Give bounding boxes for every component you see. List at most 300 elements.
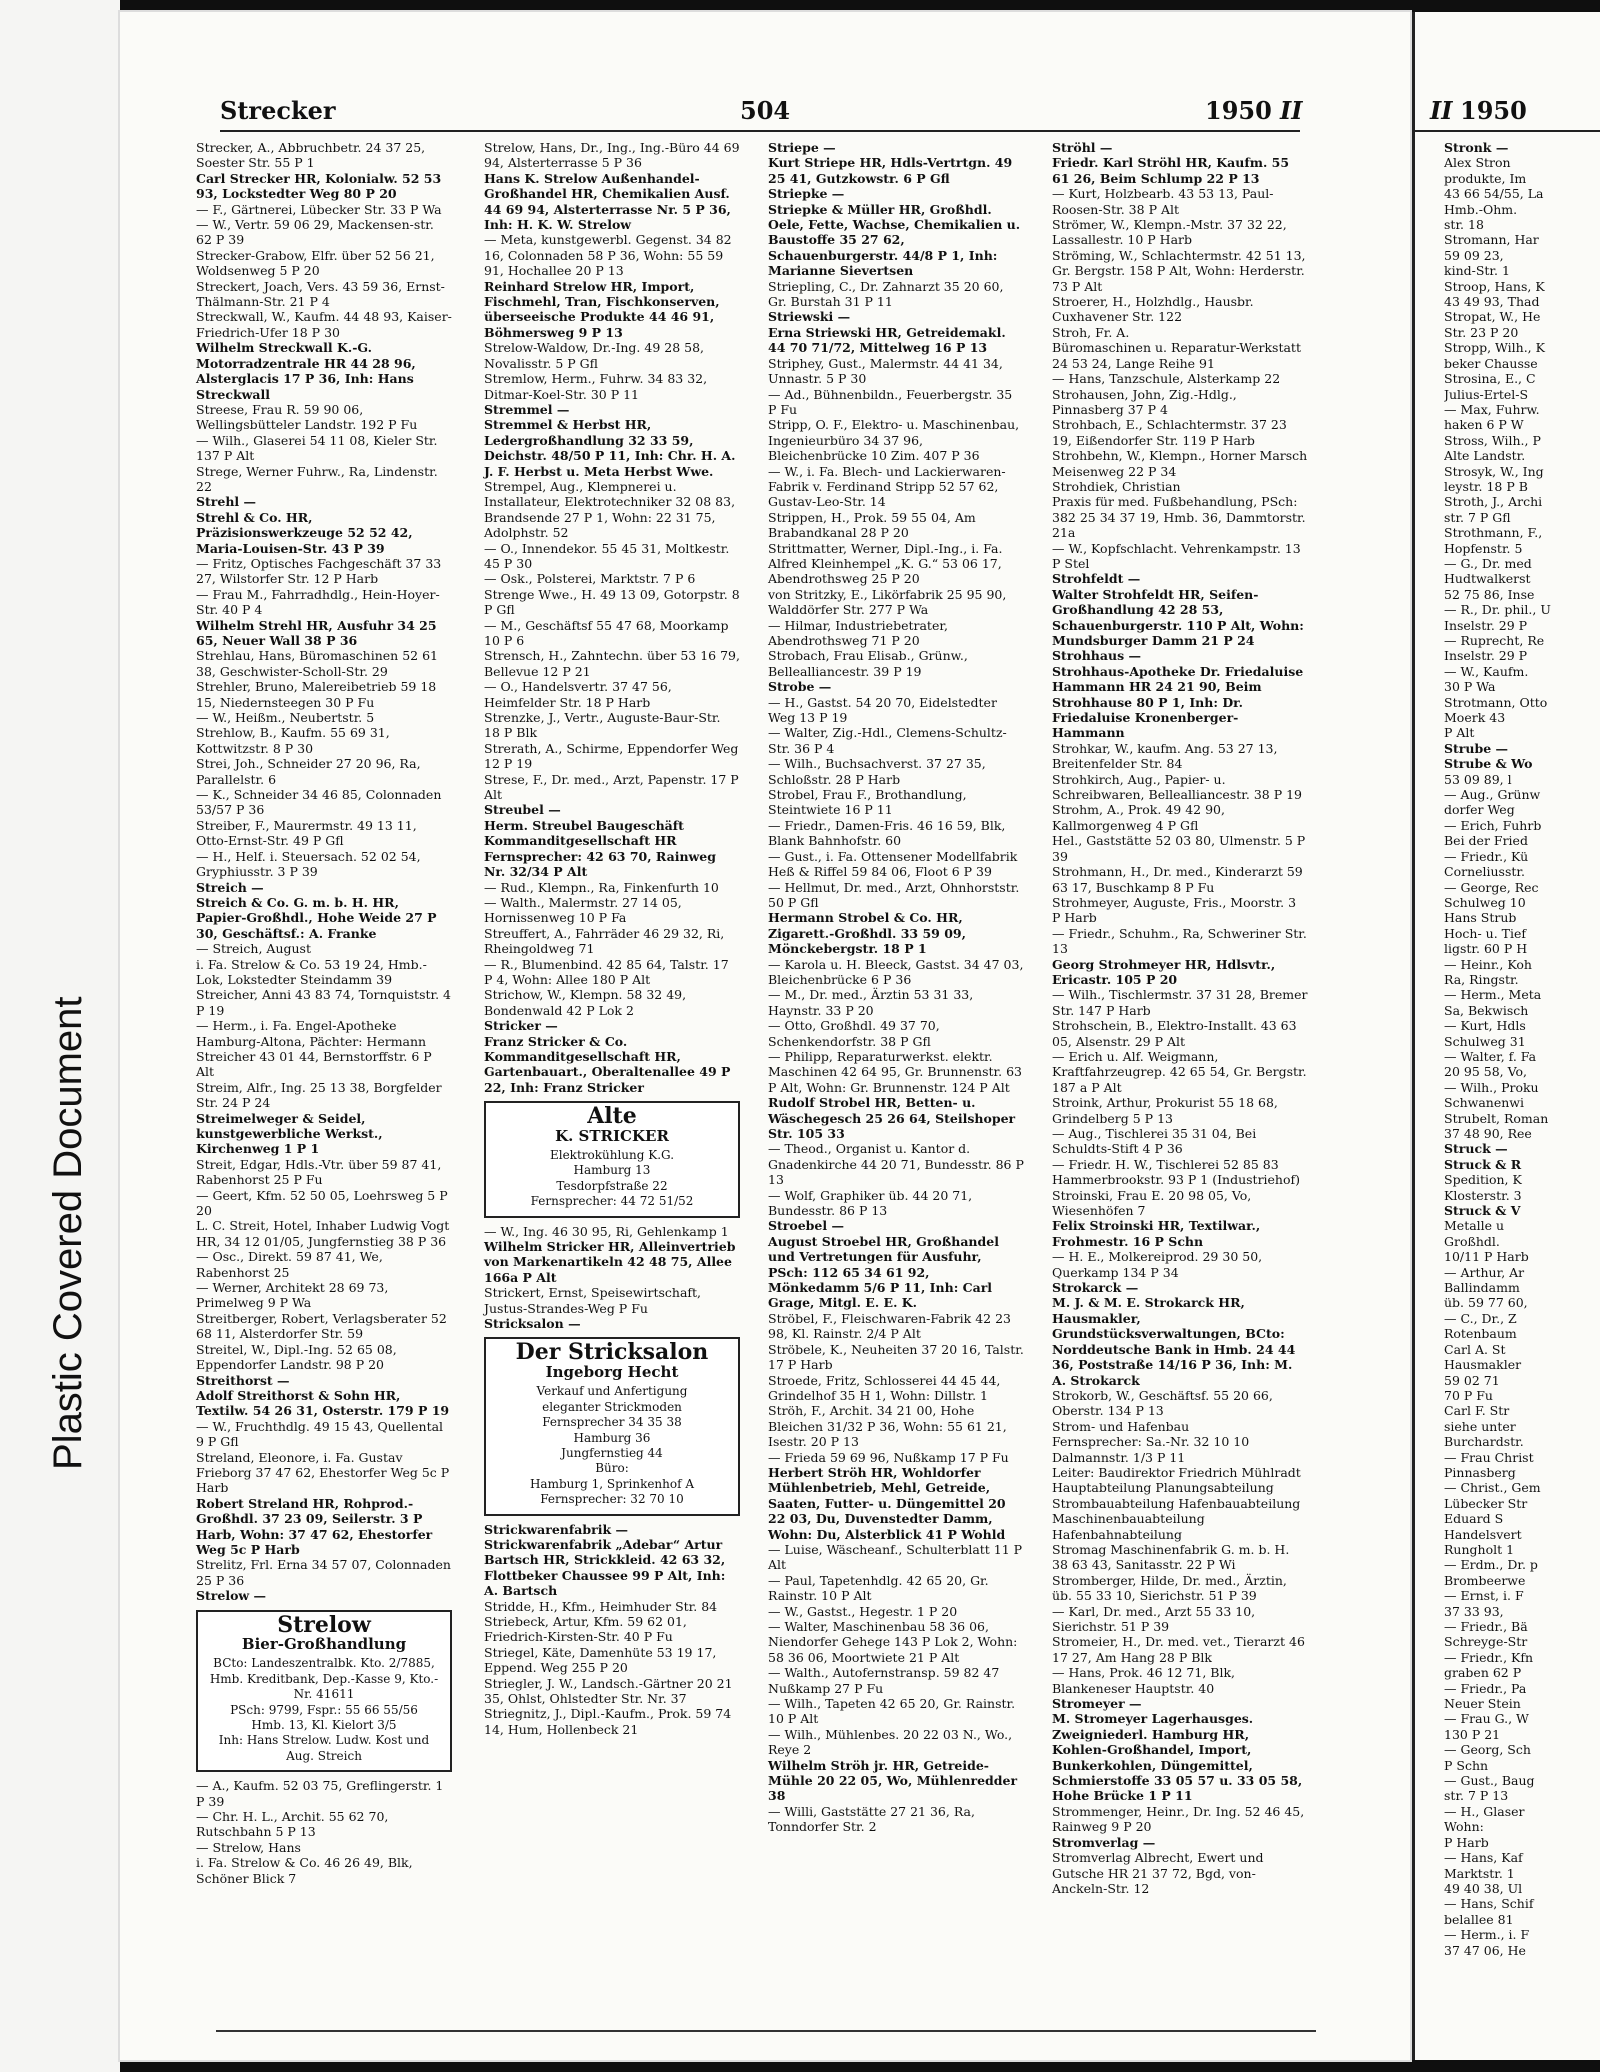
- directory-entry: Stromverlag Albrecht, Ewert und Gutsche HR 21 37 72, Bgd, von-Anckeln-Str. 12: [1052, 1850, 1264, 1896]
- directory-entry: siehe unter: [1444, 1418, 1516, 1434]
- directory-entry: beker Chausse: [1444, 355, 1538, 371]
- directory-entry: str. 7 P Gfl: [1444, 509, 1511, 525]
- directory-entry: — Karola u. H. Bleeck, Gastst. 34 47 03, Bleichenbrücke 6 P 36: [768, 956, 1024, 987]
- ad-line: Fernsprecher: 32 70 10: [540, 1492, 684, 1507]
- directory-entry: Stromberger, Hilde, Dr. med., Ärztin, üb. 55 33 10, Sierichstr. 51 P 39: [1052, 1572, 1287, 1604]
- directory-entry: — M., Dr. med., Ärztin 53 31 33, Haynstr. 33 P 20: [768, 987, 974, 1018]
- directory-entry: — H., Helf. i. Steuersach. 52 02 54, Gryphiusstr. 3 P 39: [196, 848, 421, 880]
- directory-entry: — Friedr., Damen-Fris. 46 16 59, Blk, Blank Bahnhofstr. 60: [768, 817, 1006, 849]
- header-part: II: [1280, 96, 1303, 125]
- directory-entry: Ströbel, F., Fleischwaren-Fabrik 42 23 98, Kl. Rainstr. 2/4 P Alt: [768, 1310, 1011, 1342]
- directory-entry: von Stritzky, E., Likörfabrik 25 95 90, Walddörfer Str. 277 P Wa: [768, 586, 1007, 618]
- directory-entry: Streithorst —: [196, 1372, 290, 1388]
- directory-entry: — M., Geschäftsf 55 47 68, Moorkamp 10 P 6: [484, 617, 729, 648]
- directory-entry: 37 47 06, He: [1444, 1942, 1526, 1958]
- directory-entry: Strehler, Bruno, Malereibetrieb 59 18 15, Niedernsteegen 30 P Fu: [196, 679, 437, 710]
- directory-entry: Strosyk, W., Ing: [1444, 463, 1544, 479]
- directory-entry: Leiter: Baudirektor Friedrich Mühlradt: [1052, 1464, 1301, 1480]
- directory-entry: Stromann, Har: [1444, 232, 1539, 248]
- directory-entry: Strohhaus —: [1052, 648, 1141, 664]
- directory-entry: — A., Kaufm. 52 03 75, Greflingerstr. 1 P 39: [196, 1778, 444, 1809]
- directory-entry: Striegnitz, J., Dipl.-Kaufm., Prok. 59 74 14, Hum, Hollenbeck 21: [484, 1706, 732, 1737]
- directory-entry: Strubelt, Roman: [1444, 1110, 1549, 1126]
- directory-entry: Julius-Ertel-S: [1444, 386, 1529, 402]
- directory-entry: — Willi, Gaststätte 27 21 36, Ra, Tonndorfer Str. 2: [768, 1803, 975, 1835]
- ad-line: Tesdorpfstraße 22: [556, 1178, 668, 1193]
- ad-line: Inh: Hans Strelow. Ludw. Kost und Aug. Streich: [218, 1733, 430, 1763]
- directory-entry: Striegler, J. W., Landsch.-Gärtner 20 21 35, Ohlst, Ohlstedter Str. Nr. 37: [484, 1675, 733, 1706]
- directory-entry: Strelow-Waldow, Dr.-Ing. 49 28 58, Novalisstr. 5 P Gfl: [484, 340, 705, 371]
- directory-entry: Strehlau, Hans, Büromaschinen 52 61 38, Geschwister-Scholl-Str. 29: [196, 648, 438, 679]
- directory-entry: Stroede, Fritz, Schlosserei 44 45 44, Grindelhof 35 H 1, Wohn: Dillstr. 1: [768, 1372, 1001, 1403]
- stricksalon-ad: [484, 1337, 740, 1515]
- directory-entry: — Frieda 59 69 96, Nußkamp 17 P Fu: [768, 1449, 1009, 1465]
- directory-entry: Wohn:: [1444, 1819, 1484, 1835]
- directory-entry: Hmb.-Ohm.: [1444, 201, 1518, 217]
- directory-entry: Klosterstr. 3: [1444, 1187, 1522, 1203]
- directory-entry: Streland, Eleonore, i. Fa. Gustav Frieborg 37 47 62, Ehestorfer Weg 5c P Harb: [196, 1449, 450, 1496]
- directory-entry: Strothmann, F.,: [1444, 525, 1543, 541]
- directory-entry: — George, Rec: [1444, 879, 1539, 895]
- directory-entry: Strohhaus-Apotheke Dr. Friedaluise Hammann HR 24 21 90, Beim Strohhause 80 P 1, Inh: Dr. Friedaluise Kronenberger-Hammann: [1052, 663, 1304, 741]
- directory-entry: Inselstr. 29 P: [1444, 617, 1528, 633]
- column-2: [484, 140, 740, 1737]
- directory-entry: L. C. Streit, Hotel, Inhaber Ludwig Vogt HR, 34 12 01/05, Jungfernstieg 38 P 36: [196, 1218, 450, 1249]
- directory-entry: Wilhelm Streckwall K.-G. Motorradzentrale HR 44 28 96, Alsterglacis 17 P 36, Inh: Hans Streckwall: [196, 340, 416, 402]
- directory-entry: Streckwall, W., Kaufm. 44 48 93, Kaiser-Friedrich-Ufer 18 P 30: [196, 309, 452, 340]
- column-1: [196, 140, 452, 1886]
- directory-entry: Strelow, Hans, Dr., Ing., Ing.-Büro 44 69 94, Alsterterrasse 5 P 36: [484, 140, 740, 171]
- ad-line: Hamburg 1, Sprinkenhof A: [529, 1476, 695, 1491]
- directory-entry: Strickwarenfabrik „Adebar“ Artur Bartsch HR, Strickkleid. 42 63 32, Flottbeker Chaussee 99 P Alt, Inh: A. Bartsch: [484, 1536, 726, 1599]
- directory-entry: — Osc., Direkt. 59 87 41, We, Rabenhorst 25: [196, 1249, 383, 1280]
- directory-entry: — Frau G., W: [1444, 1711, 1529, 1727]
- directory-entry: Hans K. Strelow Außenhandel-Großhandel HR, Chemikalien Ausf. 44 69 94, Alsterterrasse Nr. 5 P 36, Inh: H. K. W. Strelow: [484, 170, 731, 233]
- directory-entry: Hans Strub: [1444, 910, 1517, 926]
- directory-entry: Ströh, F., Archit. 34 21 00, Hohe Bleichen 31/32 P 36, Wohn: 55 61 21, Isestr. 20 P 13: [768, 1403, 1007, 1450]
- directory-entry: 130 P 21: [1444, 1726, 1501, 1742]
- directory-entry: P Harb: [1444, 1834, 1489, 1850]
- directory-entry: — Max, Fuhrw.: [1444, 401, 1540, 417]
- directory-entry: Streich —: [196, 879, 264, 895]
- directory-entry: — W., Gastst., Hegestr. 1 P 20: [768, 1603, 958, 1619]
- directory-entry: — C., Dr., Z: [1444, 1310, 1517, 1326]
- directory-entry: — Friedr., Bä: [1444, 1619, 1528, 1634]
- directory-entry: i. Fa. Strelow & Co. 46 26 49, Blk, Schöner Blick 7: [196, 1855, 413, 1886]
- directory-entry: — Geert, Kfm. 52 50 05, Loehrsweg 5 P 20: [196, 1187, 448, 1219]
- directory-entry: üb. 59 77 60,: [1444, 1295, 1528, 1311]
- directory-entry: — Hans, Prok. 46 12 71, Blk, Blankeneser Hauptstr. 40: [1052, 1665, 1236, 1696]
- directory-entry: — Aug., Grünw: [1444, 787, 1541, 803]
- directory-entry: M. Stromeyer Lagerhausges. Zweigniederl. Hamburg HR, Kohlen-Großhandel, Import, Bunkerkohlen, Düngemittel, Schmierstoffe 33 05 57 u. 33 05 58, Hohe Brücke 1 P 11: [1052, 1711, 1303, 1804]
- directory-entry: — Ad., Bühnenbildn., Feuerbergstr. 35 P Fu: [768, 386, 1013, 417]
- ad-line: Hamburg 36: [573, 1430, 651, 1445]
- directory-entry: 43 66 54/55, La: [1444, 186, 1544, 202]
- ad-logo: Alte: [587, 1103, 637, 1130]
- directory-entry: Strenzke, J., Vertr., Auguste-Baur-Str. 18 P Blk: [484, 710, 721, 741]
- directory-entry: 20 95 58, Vo,: [1444, 1064, 1527, 1080]
- directory-entry: Striphey, Gust., Malermstr. 44 41 34, Unnastr. 5 P 30: [768, 355, 1003, 387]
- directory-entry: Franz Stricker & Co. Kommanditgesellschaft HR, Gartenbauart., Oberaltenallee 49 P 22, Inh: Franz Stricker: [484, 1033, 731, 1095]
- directory-entry: Moerk 43: [1444, 710, 1506, 726]
- directory-entry: — Frau Christ: [1444, 1449, 1534, 1465]
- directory-entry: Lübecker Str: [1444, 1495, 1528, 1511]
- directory-entry: Stromeyer —: [1052, 1696, 1142, 1712]
- directory-entry: — Walth., Malermstr. 27 14 05, Hornissenweg 10 P Fa: [484, 894, 682, 926]
- side-label-line2: Plastic Covered Document: [46, 996, 90, 1470]
- directory-entry: graben 62 P: [1444, 1665, 1522, 1681]
- directory-entry: Strickert, Ernst, Speisewirtschaft, Justus-Strandes-Weg P Fu: [484, 1285, 702, 1316]
- directory-entry: — Walter, Zig.-Hdl., Clemens-Schultz-Str. 36 P 4: [768, 725, 1007, 756]
- directory-entry: — Wilh., Buchsachverst. 37 27 35, Schloßstr. 28 P Harb: [768, 756, 986, 787]
- directory-entry: dorfer Weg: [1444, 802, 1515, 818]
- directory-entry: 70 P Fu: [1444, 1387, 1493, 1403]
- directory-entry: Strömer, W., Klempn.-Mstr. 37 32 22, Lassallestr. 10 P Harb: [1052, 217, 1287, 248]
- directory-entry: Str. 23 P 20: [1444, 324, 1519, 340]
- directory-entry: — Wolf, Graphiker üb. 44 20 71, Bundesstr. 86 P 13: [768, 1187, 973, 1219]
- directory-entry: Strosina, E., C: [1444, 371, 1536, 387]
- directory-entry: Felix Stroinski HR, Textilwar., Frohmestr. 16 P Schn: [1052, 1218, 1261, 1249]
- directory-entry: Strittmatter, Werner, Dipl.-Ing., i. Fa. Alfred Kleinhempel „K. G.“ 53 06 17, Abendrothsweg 25 P 20: [768, 540, 1003, 587]
- directory-entry: — Hellmut, Dr. med., Arzt, Ohnhorststr. 50 P Gfl: [768, 879, 1020, 910]
- directory-entry: Stropat, W., He: [1444, 309, 1541, 325]
- directory-entry: str. 7 P 13: [1444, 1788, 1509, 1804]
- directory-entry: Strenge Wwe., H. 49 13 09, Gotorpstr. 8 P Gfl: [484, 586, 740, 618]
- directory-entry: Georg Strohmeyer HR, Hdlsvtr., Ericastr. 105 P 20: [1052, 956, 1276, 987]
- directory-entry: Strerath, A., Schirme, Eppendorfer Weg 12 P 19: [484, 740, 739, 772]
- directory-entry: Strohausen, John, Zig.-Hdlg., Pinnasberg 37 P 4: [1052, 386, 1237, 417]
- directory-entry: August Stroebel HR, Großhandel und Vertretungen für Ausfuhr, PSch: 112 65 34 61 92, Mönkedamm 5/6 P 11, Inh: Carl Grage, Mitgl. E. E. K.: [768, 1233, 999, 1311]
- directory-entry: 43 49 93, Thad: [1444, 294, 1540, 310]
- directory-entry: — Rud., Klempn., Ra, Finkenfurth 10: [484, 879, 719, 895]
- directory-entry: Streitel, W., Dipl.-Ing. 52 65 08, Eppendorfer Landstr. 98 P 20: [196, 1341, 397, 1373]
- directory-entry: — Werner, Architekt 28 69 73, Primelweg 9 P Wa: [196, 1280, 389, 1311]
- directory-entry: — Friedr. H. W., Tischlerei 52 85 83 Hammerbrookstr. 93 P 1 (Industriehof): [1052, 1156, 1301, 1188]
- directory-entry: — W., Ing. 46 30 95, Ri, Gehlenkamp 1: [484, 1223, 729, 1239]
- directory-entry: Strobach, Frau Elisab., Grünw., Bellealliancestr. 39 P 19: [768, 648, 968, 679]
- directory-entry: Strese, F., Dr. med., Arzt, Papenstr. 17 P Alt: [484, 771, 739, 803]
- ad-line: Büro:: [595, 1461, 629, 1476]
- stricker-ad: [484, 1101, 740, 1217]
- directory-entry: Adolf Streithorst & Sohn HR, Textilw. 54 26 31, Osterstr. 179 P 19: [196, 1387, 450, 1419]
- directory-entry: Carl A. St: [1444, 1341, 1506, 1357]
- directory-entry: 49 40 38, Ul: [1444, 1880, 1523, 1896]
- column-4: [1052, 140, 1308, 1896]
- directory-entry: Streckert, Joach, Vers. 43 59 36, Ernst-Thälmann-Str. 21 P 4: [196, 278, 445, 310]
- directory-entry: — Wilh., Proku: [1444, 1079, 1539, 1095]
- directory-entry: — Wilh., Tischlermstr. 37 31 28, Bremer Str. 147 P Harb: [1052, 987, 1308, 1018]
- directory-entry: — Aug., Tischlerei 35 31 04, Bei Schuldts-Stift 4 P 36: [1052, 1126, 1257, 1157]
- directory-entry: Stroerer, H., Holzhdlg., Hausbr. Cuxhavener Str. 122: [1052, 294, 1254, 325]
- directory-entry: Inselstr. 29 P: [1444, 648, 1528, 664]
- directory-entry: Großhdl.: [1444, 1233, 1500, 1249]
- directory-entry: — Wilh., Glaserei 54 11 08, Kieler Str. 137 P Alt: [196, 432, 438, 464]
- directory-entry: Hel., Gaststätte 52 03 80, Ulmenstr. 5 P 39: [1052, 833, 1306, 864]
- directory-entry: Struck & V: [1444, 1203, 1521, 1219]
- ad-logo: Der Stricksalon: [515, 1339, 709, 1366]
- directory-entry: Streitberger, Robert, Verlagsberater 52 68 11, Alsterdorfer Str. 59: [196, 1310, 447, 1342]
- ad-line: Fernsprecher: 44 72 51/52: [530, 1194, 694, 1209]
- column-5: [1444, 140, 1600, 1958]
- directory-entry: Hermann Strobel & Co. HR, Zigarett.-Großhdl. 33 59 09, Mönckebergstr. 18 P 1: [768, 910, 966, 957]
- directory-entry: — Erich u. Alf. Weigmann, Kraftfahrzeugrep. 42 65 54, Gr. Bergstr. 187 a P Alt: [1052, 1048, 1307, 1095]
- directory-entry: Strom- und Hafenbau: [1052, 1418, 1190, 1434]
- directory-entry: Wilhelm Ströh jr. HR, Getreide-Mühle 20 22 05, Wo, Mühlenredder 38: [768, 1757, 1018, 1804]
- directory-entry: — Wilh., Mühlenbes. 20 22 03 N., Wo., Reye 2: [768, 1726, 1013, 1758]
- directory-entry: — W., i. Fa. Blech- und Lackierwaren-Fabrik v. Ferdinand Stripp 52 57 62, Gustav-Leo-Str. 14: [768, 463, 1006, 510]
- directory-entry: — Friedr., Schuhm., Ra, Schweriner Str. 13: [1052, 925, 1307, 957]
- directory-entry: Strichow, W., Klempn. 58 32 49, Bondenwald 42 P Lok 2: [484, 987, 687, 1018]
- directory-entry: Spedition, K: [1444, 1172, 1522, 1188]
- directory-entry: Strensch, H., Zahntechn. über 53 16 79, Bellevue 12 P 21: [484, 648, 740, 679]
- directory-entry: Wilhelm Stricker HR, Alleinvertrieb von Markenartikeln 42 48 75, Allee 166a P Alt: [484, 1239, 736, 1285]
- directory-entry: Strehlow, B., Kaufm. 55 69 31, Kottwitzstr. 8 P 30: [196, 725, 390, 756]
- ad-line: Hamburg 13: [573, 1163, 651, 1178]
- directory-entry: — Chr. H. L., Archit. 55 62 70, Rutschbahn 5 P 13: [196, 1809, 389, 1840]
- ad-line: Elektrokühlung K.G.: [549, 1148, 675, 1162]
- directory-entry: Robert Streland HR, Rohprod.-Großhdl. 37 23 09, Seilerstr. 3 P Harb, Wohn: 37 47 62, Ehestorfer Weg 5c P Harb: [196, 1495, 433, 1557]
- directory-entry: Carl Strecker HR, Kolonialw. 52 53 93, Lockstedter Weg 80 P 20: [196, 170, 442, 202]
- directory-entry: Strohschein, B., Elektro-Installt. 43 63 05, Alsenstr. 29 P Alt: [1052, 1018, 1297, 1049]
- directory-entry: — Herm., i. Fa. Engel-Apotheke Hamburg-Altona, Pächter: Hermann Streicher 43 01 44, Bernstorffstr. 6 P Alt: [196, 1018, 432, 1080]
- directory-entry: Stroth, J., Archi: [1444, 494, 1543, 510]
- directory-entry: — Hans, Schif: [1444, 1896, 1534, 1912]
- ad-name: Ingeborg Hecht: [545, 1362, 679, 1381]
- directory-entry: Strohmann, H., Dr. med., Kinderarzt 59 63 17, Buschkamp 8 P Fu: [1052, 864, 1303, 895]
- directory-entry: P Schn: [1444, 1757, 1489, 1773]
- header-rule: [220, 130, 1300, 132]
- directory-entry: Strotmann, Otto: [1444, 694, 1548, 710]
- directory-entry: — Erich, Fuhrb: [1444, 817, 1542, 833]
- directory-entry: — Fritz, Optisches Fachgeschäft 37 33 27, Wilstorfer Str. 12 P Harb: [196, 555, 442, 587]
- directory-entry: Wilhelm Strehl HR, Ausfuhr 34 25 65, Neuer Wall 38 P 36: [196, 617, 437, 648]
- directory-entry: Handelsvert: [1444, 1526, 1522, 1542]
- directory-entry: Strippen, H., Prok. 59 55 04, Am Brabandkanal 28 P 20: [768, 509, 976, 541]
- directory-entry: Brombeerwe: [1444, 1572, 1526, 1588]
- directory-entry: — Theod., Organist u. Kantor d. Gnadenkirche 44 20 71, Bundesstr. 86 P 13: [768, 1141, 1024, 1188]
- directory-entry: Strehl & Co. HR, Präzisionswerkzeuge 52 52 42, Maria-Louisen-Str. 43 P 39: [196, 509, 413, 556]
- directory-entry: leystr. 18 P B: [1444, 478, 1528, 494]
- directory-entry: Streit, Edgar, Hdls.-Vtr. über 59 87 41, Rabenhorst 25 P Fu: [196, 1156, 442, 1188]
- directory-entry: — R., Blumenbind. 42 85 64, Talstr. 17 P 4, Wohn: Allee 180 P Alt: [484, 956, 729, 987]
- directory-entry: — Christ., Gem: [1444, 1480, 1541, 1496]
- directory-entry: — Herm., Meta: [1444, 987, 1542, 1003]
- directory-entry: Striepe —: [768, 140, 836, 155]
- directory-entry: Rudolf Strobel HR, Betten- u. Wäschegesch 25 26 64, Steilshoper Str. 105 33: [768, 1095, 1016, 1141]
- directory-entry: produkte, Im: [1444, 170, 1527, 186]
- directory-entry: Sa, Bekwisch: [1444, 1002, 1529, 1018]
- page-number: 504: [740, 96, 791, 125]
- directory-entry: — F., Gärtnerei, Lübecker Str. 33 P Wa: [196, 201, 442, 217]
- directory-entry: P Alt: [1444, 725, 1475, 741]
- directory-entry: 37 48 90, Ree: [1444, 1126, 1532, 1141]
- footer-rule: [216, 2030, 1316, 2032]
- directory-entry: Strube & Wo: [1444, 756, 1533, 772]
- directory-entry: Struck —: [1444, 1141, 1508, 1157]
- directory-entry: — H., Gastst. 54 20 70, Eidelstedter Weg 13 P 19: [768, 694, 997, 726]
- directory-entry: Striewski —: [768, 309, 851, 325]
- directory-entry: Ballindamm: [1444, 1280, 1520, 1296]
- directory-entry: — Friedr., Kfn: [1444, 1649, 1534, 1665]
- directory-entry: Strege, Werner Fuhrw., Ra, Lindenstr. 22: [196, 463, 438, 494]
- directory-entry: Streicher, Anni 43 83 74, Tornquiststr. 4 P 19: [196, 987, 452, 1018]
- directory-entry: Schulweg 10: [1444, 894, 1526, 910]
- directory-entry: Strokarck —: [1052, 1280, 1139, 1296]
- directory-entry: — R., Dr. phil., U: [1444, 602, 1551, 618]
- directory-entry: Ströming, W., Schlachtermstr. 42 51 13, Gr. Bergstr. 158 P Alt, Wohn: Herderstr. 73 P Alt: [1052, 247, 1306, 294]
- directory-entry: — W., Fruchthdlg. 49 15 43, Quellental 9 P Gfl: [196, 1418, 444, 1450]
- directory-entry: Hudtwalkerst: [1444, 571, 1531, 587]
- header-right-year: 1950: [1460, 96, 1527, 125]
- directory-entry: Friedr. Karl Ströhl HR, Kaufm. 55 61 26, Beim Schlump 22 P 13: [1052, 155, 1290, 186]
- directory-entry: Strelow —: [196, 1588, 267, 1604]
- directory-entry: Strommenger, Heinr., Dr. Ing. 52 46 45, Rainweg 9 P 20: [1052, 1803, 1305, 1835]
- strelow-ad: [196, 1610, 452, 1773]
- directory-entry: Bei der Fried: [1444, 833, 1528, 849]
- ad-name: K. STRICKER: [555, 1126, 669, 1145]
- directory-entry: Strobel, Frau F., Brothandlung, Steintwiete 16 P 11: [768, 787, 967, 818]
- directory-entry: Strohbehn, W., Klempn., Horner Marsch Meisenweg 22 P 34: [1052, 448, 1308, 479]
- directory-entry: 52 75 86, Inse: [1444, 586, 1535, 602]
- directory-entry: — Kurt, Hdls: [1444, 1018, 1526, 1034]
- directory-entry: Herbert Ströh HR, Wohldorfer Mühlenbetrieb, Mehl, Getreide, Saaten, Futter- u. Düngemittel 20 22 03, Du, Duvenstedter Damm, Wohn: Du, Alsterblick 41 P Wohld: [768, 1464, 1006, 1542]
- directory-entry: Stross, Wilh., P: [1444, 432, 1541, 448]
- directory-entry: — Georg, Sch: [1444, 1742, 1531, 1758]
- directory-entry: Schulweg 31: [1444, 1033, 1526, 1049]
- directory-entry: Walter Strohfeldt HR, Seifen-Großhandlung 42 28 53, Schauenburgerstr. 110 P Alt, Wohn: Mundsburger Damm 21 P 24: [1052, 586, 1304, 648]
- directory-entry: Hausmakler: [1444, 1357, 1522, 1373]
- header-year: 1950: [1205, 96, 1272, 125]
- directory-entry: — Hans, Tanzschule, Alsterkamp 22: [1052, 371, 1281, 387]
- directory-entry: Ströhl —: [1052, 140, 1113, 155]
- directory-entry: Stropp, Wilh., K: [1444, 340, 1545, 356]
- directory-entry: — W., Heißm., Neubertstr. 5: [196, 710, 375, 726]
- directory-entry: — Hans, Kaf: [1444, 1850, 1523, 1866]
- directory-entry: 59 09 23,: [1444, 247, 1504, 263]
- ad-line: Verkauf und Anfertigung: [536, 1384, 688, 1399]
- directory-entry: Stremmel —: [484, 401, 570, 417]
- directory-entry: — Paul, Tapetenhdlg. 42 65 20, Gr. Rainstr. 10 P Alt: [768, 1572, 989, 1604]
- directory-entry: Stroebel —: [768, 1218, 844, 1234]
- directory-entry: Strelitz, Frl. Erna 34 57 07, Colonnaden 25 P 36: [196, 1557, 451, 1588]
- directory-entry: — O., Innendekor. 55 45 31, Moltkestr. 45 P 30: [484, 540, 730, 571]
- directory-entry: Rotenbaum: [1444, 1326, 1517, 1342]
- header-left-word: Strecker: [220, 96, 336, 125]
- directory-entry: Fernsprecher: Sa.-Nr. 32 10 10 Dalmannstr. 1/3 P 11: [1052, 1434, 1250, 1465]
- directory-entry: Strempel, Aug., Klempnerei u. Installateur, Elektrotechniker 32 08 83, Brandsende 27 P 1, Wohn: 22 31 75, Adolphstr. 52: [484, 478, 736, 541]
- directory-entry: — Gust., Baug: [1444, 1773, 1535, 1789]
- directory-entry: str. 18: [1444, 217, 1484, 233]
- directory-entry: Strickwarenfabrik —: [484, 1521, 628, 1537]
- column-3: [768, 140, 1024, 1835]
- directory-entry: Streese, Frau R. 59 90 06, Wellingsbütteler Landstr. 192 P Fu: [196, 401, 418, 433]
- directory-entry: Striepling, C., Dr. Zahnarzt 35 20 60, Gr. Burstah 31 P 11: [768, 278, 1004, 310]
- directory-entry: Striegel, Käte, Damenhüte 53 19 17, Eppend. Weg 255 P 20: [484, 1644, 717, 1676]
- directory-entry: Strohmeyer, Auguste, Fris., Moorstr. 3 P Harb: [1052, 894, 1297, 926]
- directory-entry: — Meta, kunstgewerbl. Gegenst. 34 82 16, Colonnaden 58 P 36, Wohn: 55 59 91, Hochallee 20 P 13: [484, 232, 732, 279]
- directory-entry: — Walter, f. Fa: [1444, 1048, 1537, 1064]
- directory-entry: — Herm., i. F: [1444, 1927, 1530, 1943]
- directory-entry: Hoch- u. Tief: [1444, 925, 1527, 941]
- directory-entry: Streuffert, A., Fahrräder 46 29 32, Ri, Rheingoldweg 71: [484, 925, 725, 957]
- directory-entry: Carl F. Str: [1444, 1403, 1510, 1419]
- directory-entry: Struck & R: [1444, 1156, 1522, 1172]
- directory-entry: Strehl —: [196, 494, 257, 510]
- header-rule-right: [1412, 130, 1600, 132]
- directory-entry: — G., Dr. med: [1444, 555, 1532, 571]
- directory-entry: Streimelweger & Seidel, kunstgewerbliche Werkst., Kirchenweg 1 P 1: [196, 1110, 383, 1157]
- directory-entry: Marktstr. 1: [1444, 1865, 1515, 1881]
- ad-line: Hmb. 13, Kl. Kielort 3/5: [251, 1718, 397, 1733]
- directory-entry: Striepke & Müller HR, Großhdl. Oele, Fette, Wachse, Chemikalien u. Baustoffe 35 27 62, Schauenburgerstr. 44/8 P 1, Inh: Marianne Sievertsen: [768, 201, 1021, 279]
- directory-entry: Strube —: [1444, 740, 1509, 756]
- directory-entry: Kurt Striepe HR, Hdls-Vertrtgn. 49 25 41, Gutzkowstr. 6 P Gfl: [768, 155, 1013, 186]
- directory-entry: Streich & Co. G. m. b. H. HR, Papier-Großhdl., Hohe Weide 27 P 30, Geschäftsf.: A. Franke: [196, 894, 437, 941]
- directory-entry: 59 02 71: [1444, 1372, 1500, 1388]
- directory-entry: — Ruprecht, Re: [1444, 633, 1545, 648]
- ad-line: Fernsprecher 34 35 38: [542, 1415, 682, 1430]
- directory-entry: — Kurt, Holzbearb. 43 53 13, Paul-Roosen-Str. 38 P Alt: [1052, 186, 1274, 217]
- ad-title: Bier-Großhandlung: [241, 1635, 407, 1653]
- directory-entry: — Gust., i. Fa. Ottensener Modellfabrik Heß & Riffel 59 84 06, Floot 6 P 39: [768, 848, 1018, 880]
- directory-entry: Burchardstr.: [1444, 1434, 1524, 1450]
- directory-entry: haken 6 P W: [1444, 417, 1524, 433]
- directory-entry: Hopfenstr. 5: [1444, 540, 1523, 556]
- directory-entry: Striepke —: [768, 186, 845, 202]
- ad-line: eleganter Strickmoden: [542, 1399, 682, 1414]
- header-right-part: II: [1430, 96, 1453, 125]
- directory-entry: Strecker-Grabow, Elfr. über 52 56 21, Woldsenweg 5 P 20: [196, 247, 435, 279]
- directory-entry: — Karl, Dr. med., Arzt 55 33 10, Sierichstr. 51 P 39: [1052, 1603, 1256, 1634]
- directory-entry: kind-Str. 1: [1444, 263, 1510, 279]
- directory-entry: Strei, Joh., Schneider 27 20 96, Ra, Parallelstr. 6: [196, 756, 421, 787]
- directory-entry: Stromeier, H., Dr. med. vet., Tierarzt 46 17 27, Am Hang 28 P Blk: [1052, 1634, 1305, 1665]
- directory-entry: — Wilh., Tapeten 42 65 20, Gr. Rainstr. 10 P Alt: [768, 1696, 1016, 1727]
- directory-entry: — Luise, Wäscheanf., Schulterblatt 11 P Alt: [768, 1541, 1023, 1573]
- directory-entry: Strohkirch, Aug., Papier- u. Schreibwaren, Bellealliancestr. 38 P 19: [1052, 771, 1302, 803]
- side-label: [0, 0, 116, 1600]
- directory-entry: — Strelow, Hans: [196, 1839, 301, 1855]
- ad-logo: Strelow: [277, 1611, 371, 1638]
- directory-entry: Strobe —: [768, 679, 832, 695]
- directory-entry: Strecker, A., Abbruchbetr. 24 37 25, Soester Str. 55 P 1: [196, 140, 426, 171]
- directory-entry: — W., Vertr. 59 06 29, Mackensen-str. 62 P 39: [196, 217, 434, 248]
- directory-entry: Stroinski, Frau E. 20 98 05, Vo, Wiesenhöfen 7: [1052, 1187, 1252, 1219]
- directory-entry: Stremlow, Herm., Fuhrw. 34 83 32, Ditmar-Koel-Str. 30 P 11: [484, 371, 708, 402]
- directory-entry: — Erdm., Dr. p: [1444, 1557, 1538, 1573]
- directory-entry: Alex Stron: [1444, 155, 1511, 171]
- directory-entry: Eduard S: [1444, 1511, 1504, 1527]
- directory-entry: 10/11 P Harb: [1444, 1249, 1529, 1265]
- directory-entry: Stroh, Fr. A.: [1052, 324, 1130, 340]
- directory-entry: Strohkar, W., kaufm. Ang. 53 27 13, Breitenfelder Str. 84: [1052, 740, 1278, 772]
- directory-entry: Stromverlag —: [1052, 1834, 1156, 1850]
- directory-entry: Streim, Alfr., Ing. 25 13 38, Borgfelder Str. 24 P 24: [196, 1079, 442, 1111]
- directory-entry: — Arthur, Ar: [1444, 1264, 1525, 1280]
- directory-entry: Striebeck, Artur, Kfm. 59 62 01, Friedrich-Kirsten-Str. 40 P Fu: [484, 1613, 687, 1645]
- directory-entry: — Otto, Großhdl. 49 37 70, Schenkendorfstr. 38 P Gfl: [768, 1018, 940, 1049]
- directory-entry: — W., Kopfschlacht. Vehrenkampstr. 13 P Stel: [1052, 540, 1301, 571]
- directory-entry: 37 33 93,: [1444, 1603, 1504, 1619]
- directory-entry: Strohbach, E., Schlachtermstr. 37 23 19, Eißendorfer Str. 119 P Harb: [1052, 417, 1287, 448]
- directory-entry: — Hilmar, Industriebetrater, Abendrothsweg 71 P 20: [768, 617, 948, 648]
- directory-entry: — Walter, Maschinenbau 58 36 06, Niendorfer Gehege 143 P Lok 2, Wohn: 58 36 06, Moortwiete 21 P Alt: [768, 1619, 1018, 1665]
- ad-line: Jungfernstieg 44: [561, 1445, 663, 1460]
- directory-entry: Stricksalon —: [484, 1316, 581, 1332]
- directory-entry: i. Fa. Strelow & Co. 53 19 24, Hmb.-Lok, Lokstedter Steindamm 39: [196, 956, 427, 987]
- directory-entry: Erna Striewski HR, Getreidemakl. 44 70 71/72, Mittelweg 16 P 13: [768, 324, 1006, 356]
- directory-entry: Metalle u: [1444, 1218, 1505, 1234]
